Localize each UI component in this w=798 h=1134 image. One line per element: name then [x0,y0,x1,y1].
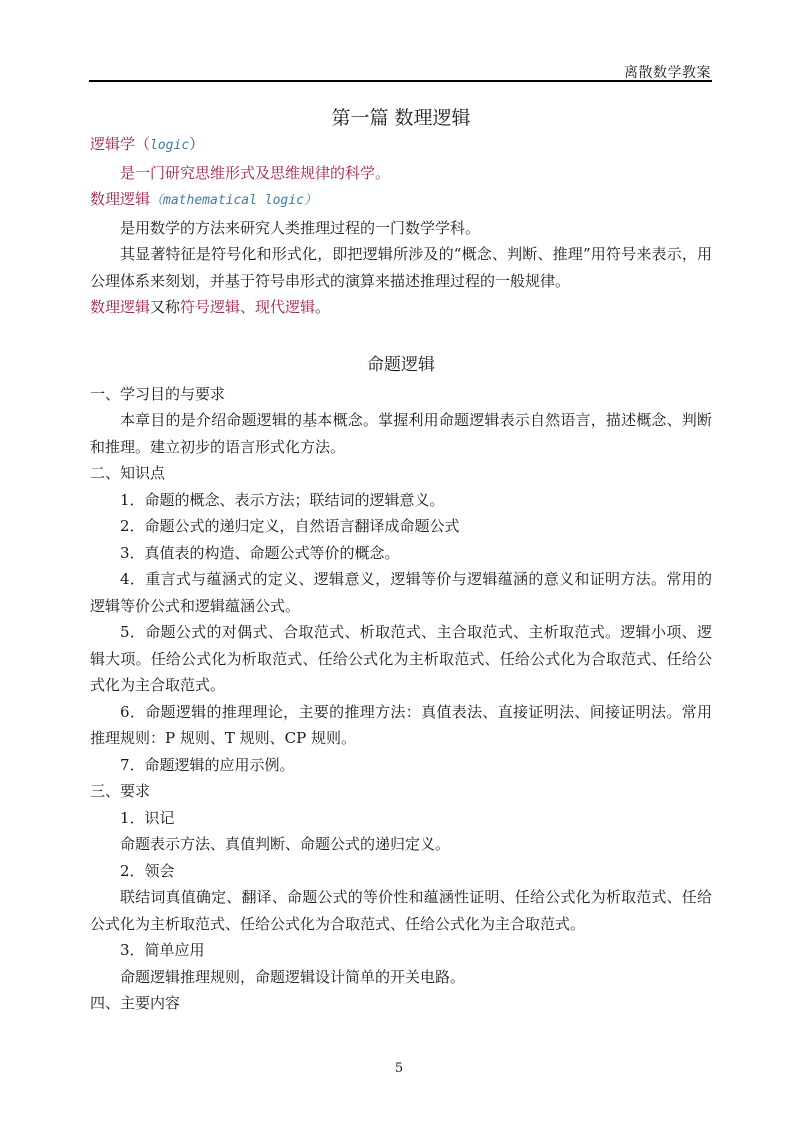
logic-open-paren: （ [135,135,151,153]
knowledge-item-3: 3．真值表的构造、命题公式等价的概念。 [120,543,400,562]
knowledge-item-7: 7．命题逻辑的应用示例。 [120,755,295,774]
math-logic-latin: mathematical logic [163,193,304,208]
sec1-text: 本章目的是介绍命题逻辑的基本概念。掌握利用命题逻辑表示自然语言，描述概念、判断和推理。建立初步的语言形式化方法。 [90,411,712,456]
part-title: 第一篇 数理逻辑 [331,107,471,129]
sec3-sub3-title: 3．简单应用 [120,941,205,959]
math-logic-alias [90,294,712,321]
math-logic-close-paren: ） [303,193,317,208]
math-logic-alias-mid: 又称 [150,298,181,316]
logic-term-line [90,131,712,160]
math-logic-term: 数理逻辑 [90,190,151,208]
logic-definition: 是一门研究思维形式及思维规律的科学。 [120,163,391,182]
math-logic-open-paren: （ [150,193,164,208]
knowledge-item-2: 2．命题公式的递归定义，自然语言翻译成命题公式 [120,517,460,535]
math-logic-feature: 其显著特征是符号化和形式化，即把逻辑所涉及的“概念、判断、推理”用符号来表示，用公理体系来刻划，并基于符号串形式的演算来描述推理过程的一般规律。 [90,245,712,290]
math-logic-definition: 是用数学的方法来研究人类推理过程的一门数学学科。 [120,218,481,237]
header-rule [89,80,712,82]
page-number: 5 [394,1061,404,1076]
sec3-sub1-text: 命题表示方法、真值判断、命题公式的递归定义。 [120,835,451,853]
section-spacer [90,321,712,351]
sec3-sub2-text: 联结词真值确定、翻译、命题公式的等价性和蕴涵性证明、任给公式化为析取范式、任给公式化为主析取范式、任给公式化为合取范式、任给公式化为主合取范式。 [90,888,712,933]
sec4-heading: 四、主要内容 [90,994,181,1012]
math-logic-term-line [90,186,712,215]
sec2-heading: 二、知识点 [90,464,166,482]
knowledge-item-1: 1．命题的概念、表示方法；联结词的逻辑意义。 [120,490,445,509]
logic-latin: logic [150,138,190,153]
math-logic-alias-names: 符号逻辑、现代逻辑 [180,298,316,316]
math-logic-alias-term: 数理逻辑 [90,298,151,316]
sec3-heading: 三、要求 [90,782,151,800]
sec3-sub1-title: 1．识记 [120,808,175,827]
math-logic-alias-end: 。 [315,298,331,316]
sec1-heading: 一、学习目的与要求 [90,384,226,403]
knowledge-item-5: 5．命题公式的对偶式、合取范式、析取范式、主合取范式、主析取范式。逻辑小项、逻辑大项。任给公式化为析取范式、任给公式化为主析取范式、任给公式化为合取范式、任给公式化为主合取范式。 [90,623,712,694]
knowledge-item-6: 6．命题逻辑的推理理论，主要的推理方法：真值表法、直接证明法、间接证明法。常用推理规则：P 规则、T 规则、CP 规则。 [90,702,712,747]
sec3-sub2-title: 2．领会 [120,861,175,880]
running-header: 离散数学教案 [624,65,711,81]
logic-term: 逻辑学 [90,135,136,153]
logic-close-paren: ） [189,135,205,153]
knowledge-item-4: 4．重言式与蕴涵式的定义、逻辑意义，逻辑等价与逻辑蕴涵的意义和证明方法。常用的逻辑等价公式和逻辑蕴涵公式。 [90,570,712,615]
sec3-sub3-text: 命题逻辑推理规则，命题逻辑设计简单的开关电路。 [120,967,466,986]
chapter-title: 命题逻辑 [367,354,435,375]
page-content [90,105,712,1017]
